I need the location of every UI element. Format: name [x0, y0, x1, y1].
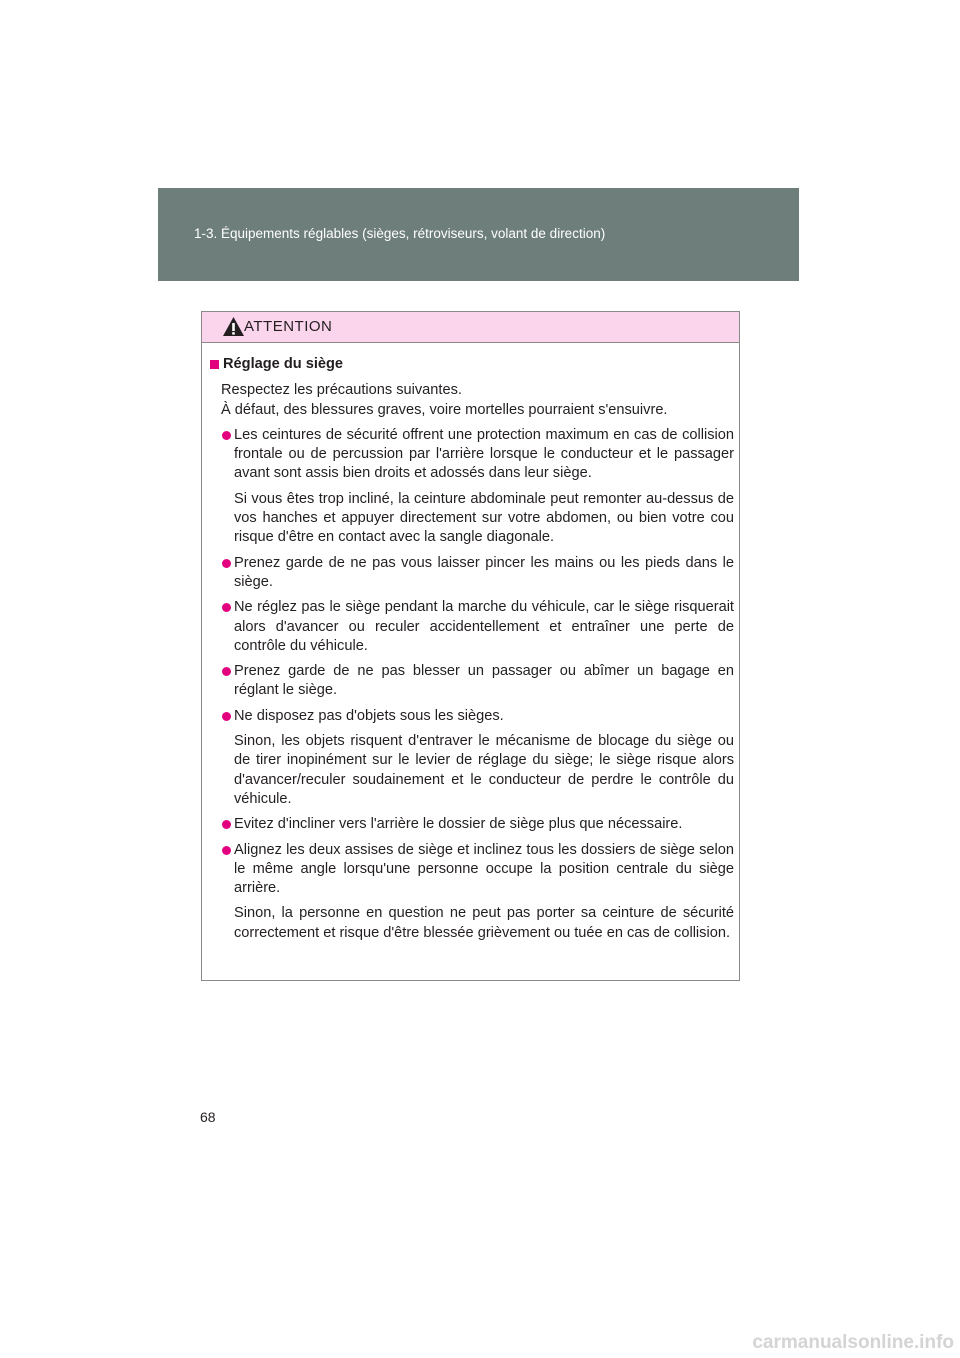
warning-title: ATTENTION: [244, 318, 333, 335]
bullet-dot-icon: [222, 431, 231, 440]
bullet-text: Ne disposez pas d'objets sous les sièges.: [234, 707, 504, 724]
bullet-item: [210, 707, 734, 726]
bullet-dot-icon: [222, 846, 231, 855]
bullet-item: [210, 598, 734, 656]
chapter-section-title: 1-3. Équipements réglables (sièges, rétroviseurs, volant de direction): [194, 226, 606, 241]
bullet-item: [210, 426, 734, 484]
bullet-item: [210, 841, 734, 899]
page-number: 68: [200, 1109, 216, 1125]
warning-section-heading: [210, 355, 734, 374]
warning-intro: [210, 381, 734, 420]
intro-line: Respectez les précautions suivantes.: [221, 382, 462, 399]
bullet-text: Prenez garde de ne pas blesser un passager ou abîmer un bagage en réglant le siège.: [234, 663, 734, 699]
bullet-subtext: Sinon, les objets risquent d'entraver le mécanisme de blocage du siège ou de tirer inopinément sur le levier de réglage du siège; le siège risque alors d'avancer/reculer soudainement et le conducteur de perdre le contrôle du véhicule.: [234, 733, 734, 807]
warning-box: [201, 311, 740, 981]
bullet-text: Prenez garde de ne pas vous laisser pincer les mains ou les pieds dans le siège.: [234, 554, 734, 590]
bullet-subtext: Si vous êtes trop incliné, la ceinture abdominale peut remonter au-dessus de vos hanches et appuyer directement sur votre abdomen, ou bien votre cou risque d'être en contact avec la sangle diagonale.: [234, 490, 734, 546]
square-bullet-icon: [210, 360, 219, 369]
watermark-link[interactable]: carmanualsonline.info: [752, 1332, 954, 1353]
bullet-text: Ne réglez pas le siège pendant la marche du véhicule, car le siège risquerait alors d'avancer ou reculer accidentellement et entraîner une perte de contrôle du véhicule.: [234, 599, 734, 654]
warning-header: [202, 312, 739, 343]
bullet-dot-icon: [222, 667, 231, 676]
bullet-dot-icon: [222, 712, 231, 721]
bullet-text: Alignez les deux assises de siège et inclinez tous les dossiers de siège selon le même angle lorsqu'une personne occupe la position centrale du siège arrière.: [234, 841, 734, 897]
warning-body: [210, 355, 734, 949]
bullet-dot-icon: [222, 603, 231, 612]
bullet-text: Les ceintures de sécurité offrent une protection maximum en cas de collision frontale ou de percussion par l'arrière lorsque le conducteur et le passager avant sont assis bien droits et adossés dans leur siège.: [234, 426, 734, 482]
bullet-dot-icon: [222, 820, 231, 829]
intro-line: À défaut, des blessures graves, voire mortelles pourraient s'ensuivre.: [221, 401, 668, 418]
bullet-item: [210, 662, 734, 701]
bullet-subtext: Sinon, la personne en question ne peut pas porter sa ceinture de sécurité correctement et risque d'être blessée grièvement ou tuée en cas de collision.: [234, 905, 734, 941]
bullet-item: [210, 554, 734, 593]
warning-section-title: Réglage du siège: [223, 356, 344, 372]
bullet-item: [210, 815, 734, 834]
bullet-text: Evitez d'incliner vers l'arrière le dossier de siège plus que nécessaire.: [234, 816, 683, 833]
chapter-header-band: [158, 188, 799, 281]
warning-triangle-icon: [221, 315, 246, 338]
bullet-dot-icon: [222, 559, 231, 568]
